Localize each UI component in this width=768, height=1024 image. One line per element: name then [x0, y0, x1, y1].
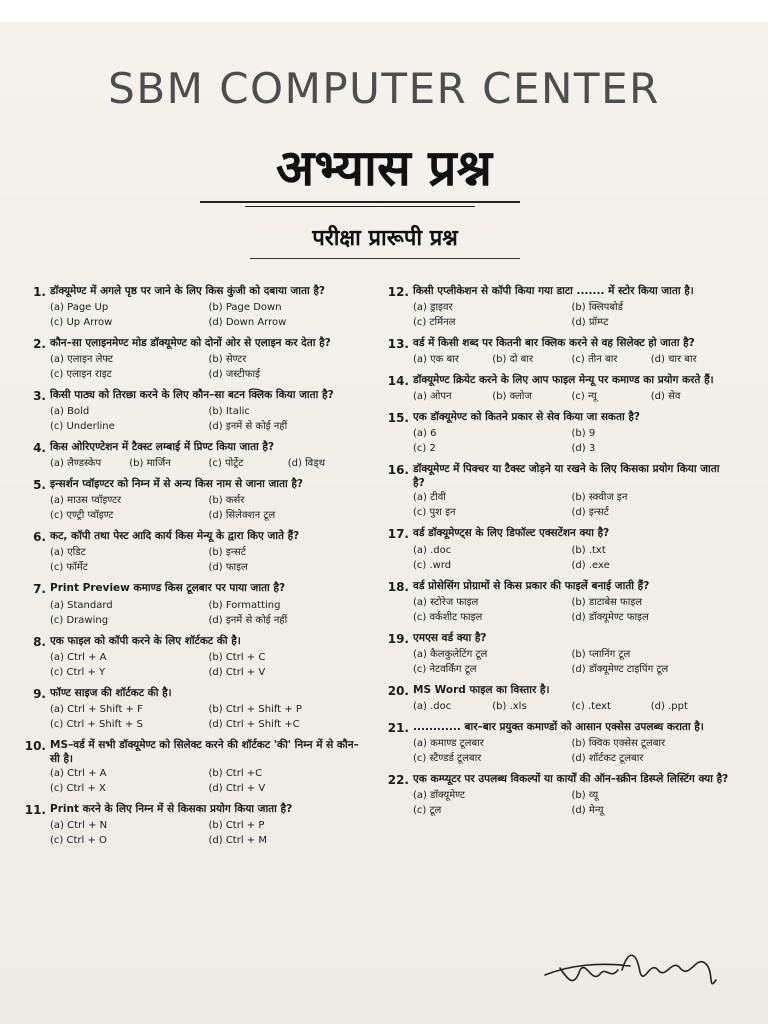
- answer-option: (b) स्क्वीज इन: [571, 492, 628, 504]
- question-item: [385, 631, 730, 677]
- question-text: वर्ड में किसी शब्द पर कितनी बार क्लिक करने से वह सिलेक्ट हो जाता है?: [413, 337, 695, 350]
- answer-option: (b) डाटाबेस फाइल: [571, 596, 643, 608]
- answer-option: (c) स्टैण्डर्ड टूलबार: [413, 752, 482, 764]
- answer-option: (c) Up Arrow: [50, 317, 113, 329]
- answer-option: (c) Ctrl + X: [50, 782, 106, 794]
- question-text: किसी पाठ्य को तिरछा करने के लिए कौन–सा बटन क्लिक किया जाता है?: [50, 389, 334, 402]
- question-item: [385, 373, 730, 404]
- answer-option: (c) टूल: [413, 804, 442, 816]
- answer-option: (c) Ctrl + O: [50, 834, 107, 846]
- question-options: [22, 650, 367, 680]
- answer-option: (a) स्टोरेज फाइल: [413, 596, 479, 608]
- question-options: [385, 490, 730, 520]
- question-text: MS Word फाइल का विस्तार है।: [413, 683, 550, 696]
- question-item: [385, 284, 730, 330]
- question-item: [22, 440, 367, 471]
- question-options: [22, 352, 367, 382]
- question-item: [385, 720, 730, 766]
- answer-option: (b) क्विक एक्सेस टूलबार: [571, 737, 666, 749]
- answer-option: (a) ओपन: [413, 391, 452, 403]
- answer-option: (d) .exe: [571, 559, 610, 571]
- answer-option: (a) एडिट: [50, 547, 86, 559]
- answer-option: (c) पोर्ट्रेट: [208, 458, 244, 470]
- answer-option: (c) .wrd: [413, 559, 452, 571]
- question-number: 16.: [387, 463, 409, 478]
- answer-option: (d) इन्सर्ट: [571, 507, 609, 519]
- question-number: 18.: [387, 579, 409, 594]
- answer-option: (c) नेटवर्किंग टूल: [413, 663, 477, 675]
- answer-option: (d) Ctrl + Shift +C: [208, 718, 300, 730]
- answer-option: (d) इनमें से कोई नहीं: [208, 421, 288, 433]
- question-options: [22, 766, 367, 796]
- answer-option: (d) Ctrl + V: [208, 782, 266, 794]
- question-options: [385, 543, 730, 573]
- answer-option: (a) .doc: [413, 700, 452, 712]
- answer-option: (a) Standard: [50, 599, 113, 611]
- answer-option: (d) सिलेक्शन टूल: [208, 510, 276, 522]
- answer-option: (b) Ctrl + C: [208, 651, 266, 663]
- question-text: किस ओरिएण्टेशन में टैक्स्ट लम्बाई में प्रिण्ट किया जाता है?: [50, 441, 275, 454]
- answer-option: (a) 6: [413, 428, 437, 440]
- answer-option: (d) Ctrl + M: [208, 834, 267, 846]
- question-number: 19.: [387, 631, 409, 646]
- answer-option: (b) क्लिपबोर्ड: [571, 302, 623, 314]
- answer-option: (c) एण्ट्री प्वॉइण्ट: [50, 510, 114, 522]
- answer-option: (a) डॉक्यूमेण्ट: [413, 789, 465, 801]
- question-line: [385, 526, 730, 542]
- answer-option: (c) तीन बार: [571, 354, 618, 366]
- title-underline-secondary: [245, 206, 475, 207]
- answer-option: (b) कर्सर: [208, 495, 245, 507]
- answer-option: (d) डॉक्यूमेण्ट टाइपिंग टूल: [571, 663, 669, 675]
- answer-option: (a) कैलकुलेटिंग टूल: [413, 648, 488, 660]
- question-text: Print Preview कमाण्ड किस टूलबार पर पाया जाता है?: [50, 582, 286, 595]
- question-options: [22, 493, 367, 523]
- answer-option: (c) Ctrl + Y: [50, 666, 106, 678]
- answer-option: (b) Ctrl +C: [208, 767, 263, 779]
- answer-option: (c) फॉर्मेट: [50, 562, 88, 574]
- answer-option: (d) जस्टीफाई: [208, 369, 260, 381]
- question-text: डॉक्यूमेण्ट में पिक्चर या टैक्स्ट जोड़ने या रखने के लिए किसका प्रयोग किया जाता है?: [413, 463, 720, 490]
- question-line: [22, 634, 367, 650]
- answer-option: (d) Down Arrow: [208, 317, 287, 329]
- question-item: [22, 581, 367, 627]
- answer-option: (c) .text: [571, 700, 611, 712]
- question-text: एक कम्प्यूटर पर उपलब्ध विकल्पों या कार्यों की ऑन–स्क्रीन डिस्प्ले लिस्टिंग क्या है?: [413, 772, 729, 785]
- answer-option: (a) टीवी: [413, 492, 446, 504]
- questions-column-left: [22, 284, 367, 854]
- question-line: [22, 440, 367, 456]
- question-item: [385, 526, 730, 572]
- question-text: वर्ड प्रोसेसिंग प्रोग्रामों से किस प्रकार की फाइलें बनाई जाती हैं?: [413, 579, 650, 592]
- brand-heading: SBM COMPUTER CENTER: [108, 64, 660, 113]
- question-item: [385, 772, 730, 818]
- question-text: डॉक्यूमेण्ट क्रियेट करने के लिए आप फाइल मेन्यू पर कमाण्ड का प्रयोग करते हैं।: [413, 374, 714, 387]
- answer-option: (b) Italic: [208, 406, 250, 418]
- question-options: [22, 456, 367, 471]
- question-number: 15.: [387, 411, 409, 426]
- answer-option: (c) टर्मिनल: [413, 317, 456, 329]
- question-number: 7.: [33, 582, 46, 597]
- answer-option: (d) सेव: [650, 391, 681, 403]
- question-line: [22, 686, 367, 702]
- question-line: [385, 336, 730, 352]
- question-line: [385, 579, 730, 595]
- questions-column-right: [385, 284, 730, 824]
- question-options: [385, 300, 730, 330]
- question-options: [22, 598, 367, 628]
- answer-option: (a) लैण्डस्केप: [50, 458, 102, 470]
- page-subtitle: परीक्षा प्रारूपी प्रश्न: [312, 226, 458, 251]
- question-number: 1.: [33, 285, 46, 299]
- question-text: ............ बार–बार प्रयुक्त कमाण्डों को आसान एक्सेस उपलब्ध कराता है।: [413, 720, 704, 733]
- question-options: [385, 426, 730, 456]
- question-item: [22, 686, 367, 732]
- question-line: [385, 410, 730, 426]
- question-line: [385, 284, 730, 300]
- answer-option: (b) 9: [571, 428, 596, 440]
- question-options: [385, 389, 730, 404]
- answer-option: (b) सेण्टर: [208, 354, 247, 366]
- question-line: [22, 529, 367, 545]
- question-text: इन्सर्शन प्वॉइण्टर को निम्न में से अन्य किस नाम से जाना जाता है?: [50, 478, 304, 491]
- question-number: 13.: [387, 337, 409, 352]
- answer-option: (b) दो बार: [492, 354, 534, 366]
- question-options: [22, 300, 367, 330]
- question-line: [385, 631, 730, 647]
- question-options: [22, 545, 367, 575]
- answer-option: (b) व्यू: [571, 789, 599, 801]
- question-text: कट, कॉपी तथा पेस्ट आदि कार्य किस मेन्यू के द्वारा किए जाते हैं?: [50, 530, 300, 543]
- answer-option: (b) Formatting: [208, 599, 281, 611]
- question-item: [385, 683, 730, 714]
- answer-option: (d) डॉक्यूमेण्ट फाइल: [571, 611, 649, 623]
- answer-option: (a) Bold: [50, 406, 90, 418]
- question-line: [385, 683, 730, 699]
- question-text: फॉण्ट साइज की शॉर्टकट की है।: [50, 686, 172, 699]
- answer-option: (d) मेन्यू: [571, 804, 604, 816]
- answer-option: (a) Ctrl + N: [50, 819, 108, 831]
- question-number: 21.: [387, 720, 409, 735]
- question-options: [385, 352, 730, 367]
- answer-option: (a) एक बार: [413, 354, 459, 366]
- question-number: 8.: [33, 634, 46, 649]
- question-number: 20.: [387, 683, 409, 698]
- page-top-margin: [0, 0, 768, 22]
- question-options: [22, 404, 367, 434]
- answer-option: (b) .txt: [571, 544, 606, 556]
- question-line: [385, 373, 730, 389]
- answer-option: (b) मार्जिन: [129, 458, 171, 470]
- answer-option: (c) पुश इन: [413, 507, 456, 519]
- question-number: 2.: [33, 337, 46, 352]
- question-number: 5.: [33, 478, 46, 493]
- question-options: [22, 818, 367, 848]
- answer-option: (c) वर्कशीट फाइल: [413, 611, 483, 623]
- question-line: [22, 581, 367, 597]
- question-item: [22, 284, 367, 330]
- answer-option: (a) Page Up: [50, 302, 109, 314]
- title-underline: [200, 201, 520, 203]
- question-item: [385, 336, 730, 367]
- answer-option: (a) ड्राइवर: [413, 302, 453, 314]
- question-line: [22, 477, 367, 493]
- question-line: [385, 462, 730, 490]
- answer-option: (d) विड्थ: [287, 458, 325, 470]
- question-number: 14.: [387, 374, 409, 389]
- answer-option: (a) कमाण्ड टूलबार: [413, 737, 484, 749]
- answer-option: (c) Drawing: [50, 614, 109, 626]
- answer-option: (d) .ppt: [650, 700, 688, 712]
- answer-option: (b) .xls: [492, 700, 527, 712]
- answer-option: (d) Ctrl + V: [208, 666, 266, 678]
- question-options: [385, 699, 730, 714]
- question-number: 6.: [33, 530, 46, 545]
- answer-option: (d) फाइल: [208, 562, 248, 574]
- question-text: वर्ड डॉक्यूमेण्ट्स के लिए डिफॉल्ट एक्सटेंशन क्या है?: [413, 527, 610, 540]
- question-item: [22, 634, 367, 680]
- question-item: [385, 410, 730, 456]
- question-line: [22, 284, 367, 300]
- question-item: [385, 579, 730, 625]
- question-options: [385, 736, 730, 766]
- answer-option: (a) Ctrl + A: [50, 767, 107, 779]
- answer-option: (d) 3: [571, 443, 596, 455]
- question-item: [22, 336, 367, 382]
- answer-option: (d) शॉर्टकट टूलबार: [571, 752, 644, 764]
- question-item: [22, 388, 367, 434]
- answer-option: (a) माउस प्वॉइण्टर: [50, 495, 122, 507]
- question-text: एक डॉक्यूमेण्ट को कितने प्रकार से सेव किया जा सकता है?: [413, 411, 641, 424]
- question-number: 22.: [387, 772, 409, 787]
- question-item: [22, 738, 367, 796]
- question-number: 9.: [33, 686, 46, 701]
- answer-option: (b) Ctrl + P: [208, 819, 265, 831]
- question-text: डॉक्यूमेण्ट में अगले पृष्ठ पर जाने के लिए किस कुंजी को दबाया जाता है?: [50, 285, 326, 297]
- answer-option: (c) न्यू: [571, 391, 597, 403]
- answer-option: (b) प्लानिंग टूल: [571, 648, 631, 660]
- answer-option: (b) इन्सर्ट: [208, 547, 246, 559]
- question-options: [385, 595, 730, 625]
- question-number: 4.: [33, 441, 46, 456]
- question-item: [22, 529, 367, 575]
- question-options: [22, 702, 367, 732]
- subtitle-underline: [250, 258, 520, 259]
- question-number: 17.: [387, 527, 409, 542]
- answer-option: (a) Ctrl + Shift + F: [50, 703, 143, 715]
- answer-option: (a) Ctrl + A: [50, 651, 107, 663]
- question-text: कौन–सा एलाइनमेण्ट मोड डॉक्यूमेण्ट को दोनों ओर से एलाइन कर देता है?: [50, 337, 331, 350]
- answer-option: (a) एलाइन लेफ्ट: [50, 354, 113, 366]
- answer-option: (a) .doc: [413, 544, 452, 556]
- question-item: [385, 462, 730, 520]
- answer-option: (c) Underline: [50, 421, 115, 433]
- question-line: [385, 772, 730, 788]
- question-line: [22, 802, 367, 818]
- answer-option: (b) Page Down: [208, 302, 282, 314]
- question-line: [22, 388, 367, 404]
- question-line: [22, 336, 367, 352]
- answer-option: (c) 2: [413, 443, 436, 455]
- question-text: एमएस वर्ड क्या है?: [413, 631, 487, 644]
- question-number: 12.: [387, 285, 409, 299]
- question-options: [385, 647, 730, 677]
- answer-option: (d) इनमें से कोई नहीं: [208, 614, 288, 626]
- question-item: [22, 802, 367, 848]
- page-title: अभ्यास प्रश्न: [276, 139, 492, 197]
- question-item: [22, 477, 367, 523]
- answer-option: (b) Ctrl + Shift + P: [208, 703, 302, 715]
- answer-option: (d) चार बार: [650, 354, 697, 366]
- question-text: एक फाइल को कॉपी करने के लिए शॉर्टकट की है।: [50, 634, 241, 647]
- question-number: 10.: [24, 738, 46, 753]
- answer-option: (c) Ctrl + Shift + S: [50, 718, 143, 730]
- question-text: Print करने के लिए निम्न में से किसका प्रयोग किया जाता है?: [50, 802, 293, 815]
- question-options: [385, 788, 730, 818]
- question-line: [22, 738, 367, 766]
- question-text: किसी एप्लीकेशन से कॉपी किया गया डाटा ....... में स्टोर किया जाता है।: [413, 285, 694, 297]
- question-text: MS–वर्ड में सभी डॉक्यूमेण्ट को सिलेक्ट करने की शॉर्टकट 'की' निम्न में से कौन–सी है।: [50, 738, 359, 765]
- question-number: 11.: [24, 802, 46, 817]
- question-number: 3.: [33, 389, 46, 404]
- question-line: [385, 720, 730, 736]
- answer-option: (d) प्रॉम्प्ट: [571, 317, 609, 329]
- answer-option: (c) एलाइन राइट: [50, 369, 112, 381]
- answer-option: (b) क्लोज: [492, 391, 532, 403]
- signature-mark: [540, 940, 730, 1000]
